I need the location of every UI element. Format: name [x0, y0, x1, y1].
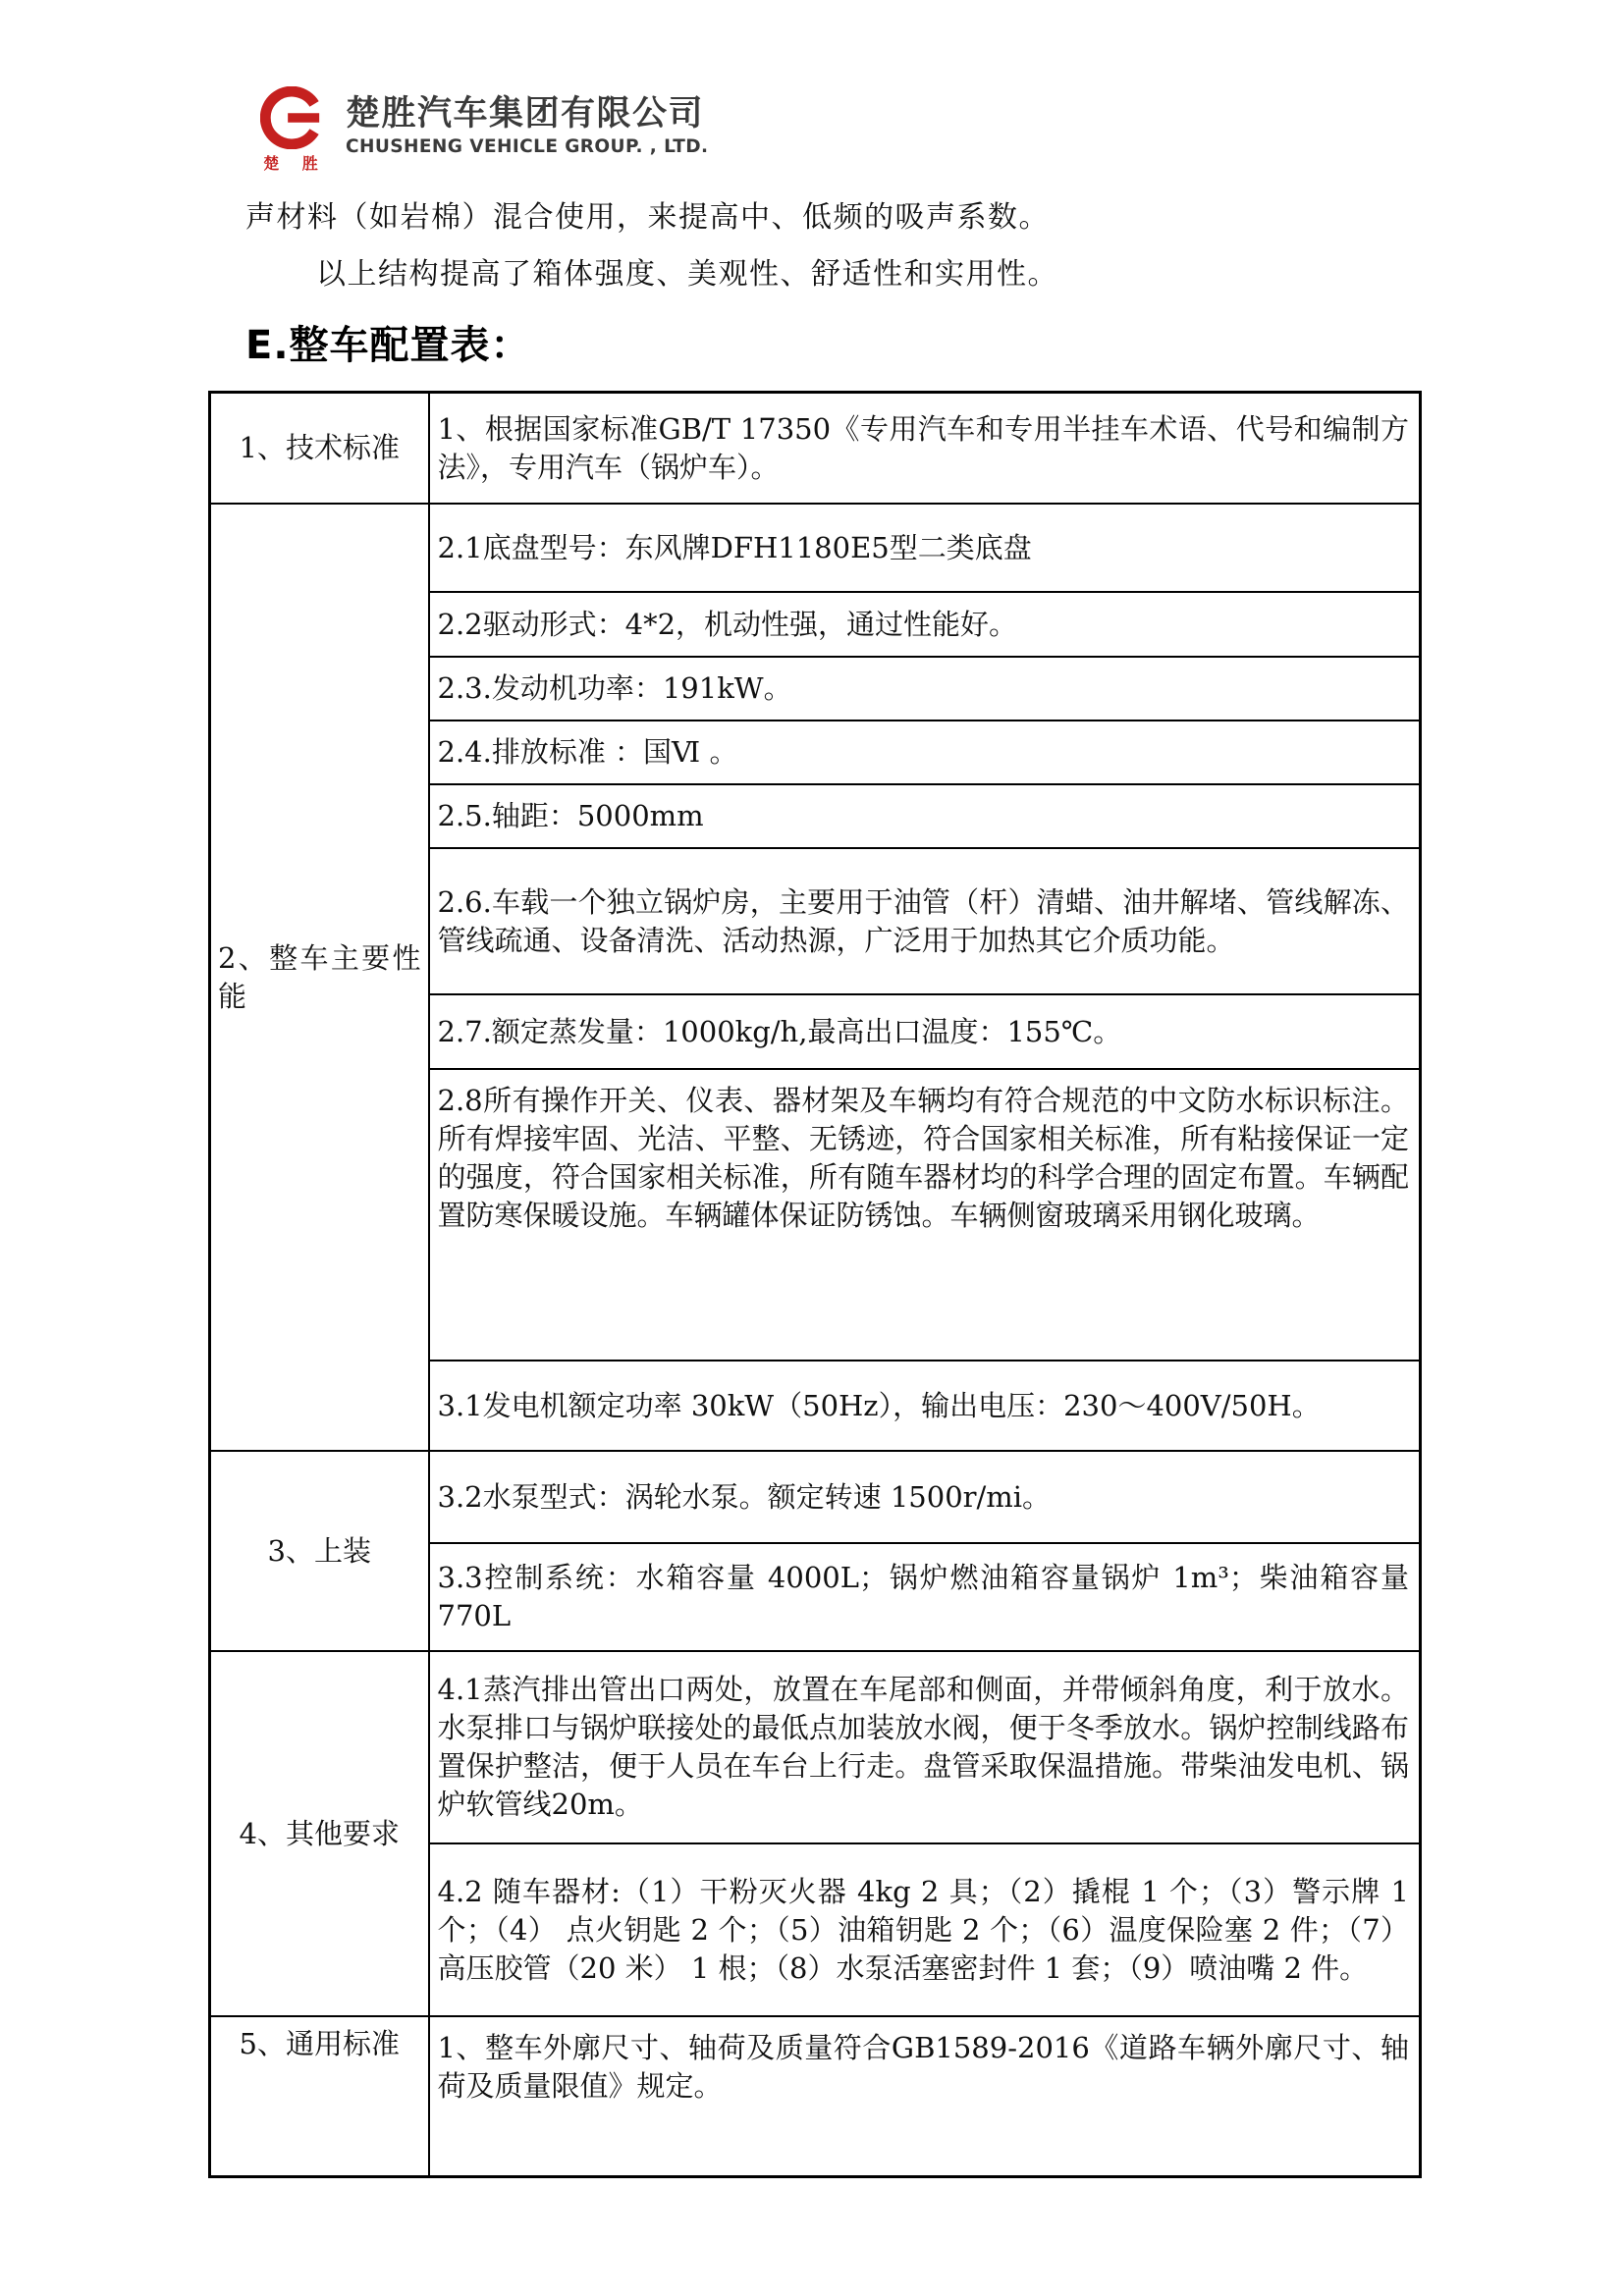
logo-text-block: [346, 86, 708, 159]
row-content-switches-finish: 2.8所有操作开关、仪表、器材架及车辆均有符合规范的中文防水标识标注。所有焊接牢固、光洁、平整、无锈迹，符合国家相关标准，所有粘接保证一定的强度，符合国家相关标准，所有随车器材均的科学合理的固定布置。车辆配置防寒保暖设施。车辆罐体保证防锈蚀。车辆侧窗玻璃采用钢化玻璃。: [429, 1069, 1421, 1361]
row-label-general-standard: 5、通用标准: [210, 2016, 429, 2177]
row-content-evaporation: 2.7.额定蒸发量：1000kg/h,最高出口温度：155℃。: [429, 994, 1421, 1069]
row-content-drive-type: 2.2驱动形式：4*2，机动性强，通过性能好。: [429, 592, 1421, 657]
row-label-technical-standard: 1、技术标准: [210, 393, 429, 505]
row-content-engine-power: 2.3.发动机功率：191kW。: [429, 657, 1421, 721]
row-content-chassis-model: 2.1底盘型号：东风牌DFH1180E5型二类底盘: [429, 504, 1421, 592]
row-content-emission-standard: 2.4.排放标准 ：国Ⅵ 。: [429, 721, 1421, 784]
row-content-generator-power: 3.1发电机额定功率 30kW（50Hz），输出电压：230～400V/50H。: [429, 1361, 1421, 1451]
logo-swirl-icon: [260, 86, 323, 149]
row-content-technical-standard: 1、根据国家标准GB/T 17350《专用汽车和专用半挂车术语、代号和编制方法》，专用汽车（锅炉车）。: [429, 393, 1421, 505]
row-content-wheelbase: 2.5.轴距：5000mm: [429, 784, 1421, 848]
company-name-cn: 楚胜汽车集团有限公司: [346, 94, 705, 133]
table-row: [210, 1451, 1421, 1543]
company-logo: [253, 86, 708, 174]
paragraph-structure-benefit: 以上结构提高了箱体强度、美观性、舒适性和实用性。: [316, 257, 1058, 292]
table-row: [210, 393, 1421, 505]
table-row: [210, 1651, 1421, 1843]
row-content-water-pump: 3.2水泵型式：涡轮水泵。额定转速 1500r/mi。: [429, 1451, 1421, 1543]
logo-mark: [253, 86, 330, 174]
company-name-en: CHUSHENG VEHICLE GROUP. , LTD.: [346, 136, 709, 157]
section-heading: E.整车配置表：: [245, 323, 531, 368]
row-label-main-performance: 2、整车主要性能: [210, 504, 429, 1451]
table-row: [210, 504, 1421, 592]
row-content-boiler-room: 2.6.车载一个独立锅炉房，主要用于油管（杆）清蜡、油井解堵、管线解冻、管线疏通、设备清洗、活动热源，广泛用于加热其它介质功能。: [429, 848, 1421, 994]
config-table: [208, 391, 1422, 2178]
row-content-onboard-equipment: 4.2 随车器材:（1）干粉灭火器 4kg 2 具；（2）撬棍 1 个；（3）警示牌 1 个；（4） 点火钥匙 2 个；（5）油箱钥匙 2 个；（6）温度保险塞 2 件；（7） 高压胶管（20 米） 1 根；（8）水泵活塞密封件 1 套；（9）喷油嘴 2 件。: [429, 1843, 1421, 2016]
row-label-superstructure: 3、上装: [210, 1451, 429, 1651]
row-content-general-standard: 1、整车外廓尺寸、轴荷及质量符合GB1589-2016《道路车辆外廓尺寸、轴荷及质量限值》规定。: [429, 2016, 1421, 2177]
row-content-steam-outlet: 4.1蒸汽排出管出口两处，放置在车尾部和侧面，并带倾斜角度，利于放水。水泵排口与锅炉联接处的最低点加装放水阀，便于冬季放水。锅炉控制线路布置保护整洁，便于人员在车台上行走。盘管采取保温措施。带柴油发电机、锅炉软管线20m。: [429, 1651, 1421, 1843]
paragraph-sound-material: 声材料（如岩棉）混合使用，来提高中、低频的吸声系数。: [245, 200, 1050, 235]
row-label-other-requirements: 4、其他要求: [210, 1651, 429, 2016]
table-row: [210, 2016, 1421, 2177]
row-content-control-system: 3.3控制系统：水箱容量 4000L；锅炉燃油箱容量锅炉 1m³；柴油箱容量 770L: [429, 1543, 1421, 1651]
logo-hanzi-label: 楚 胜: [263, 154, 320, 173]
